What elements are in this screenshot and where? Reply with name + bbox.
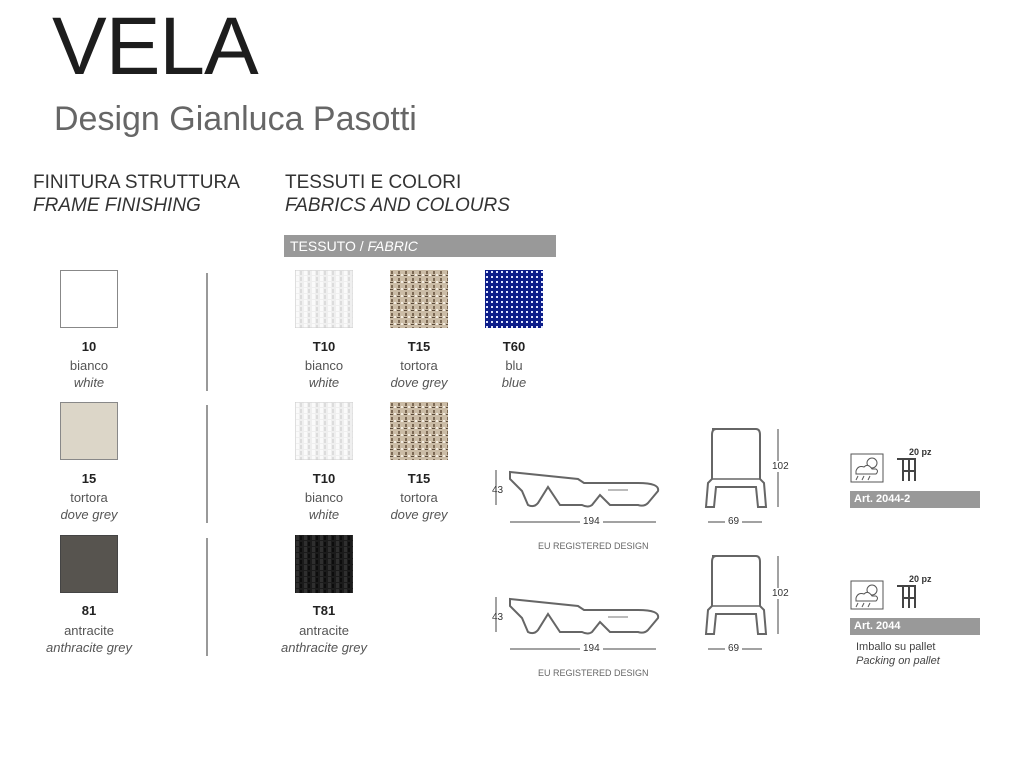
side-height-label: 43 [492, 485, 504, 496]
fabric-name-en: white [308, 375, 340, 390]
frame-swatch-81 [60, 535, 118, 593]
stackable-icon [895, 453, 921, 483]
frame-swatch-10 [60, 270, 118, 328]
fabric-name-en: dove grey [390, 375, 448, 390]
lounger-front-view-drawing [700, 552, 800, 654]
fabric-name-it: tortora [400, 490, 438, 505]
fabric-code: T10 [312, 471, 336, 486]
frame-name-it: tortora [70, 490, 108, 505]
fabric-name-it: tortora [400, 358, 438, 373]
lounger-front-view-drawing [700, 425, 800, 527]
row-divider [206, 273, 208, 391]
row-divider [206, 538, 208, 656]
weather-resistant-icon [850, 453, 884, 483]
length-label: 194 [580, 516, 603, 527]
frame-name-en: dove grey [60, 507, 118, 522]
article-code-bar: Art. 2044-2 [850, 491, 980, 508]
frame-name-it: bianco [69, 358, 109, 373]
packing-note-en: Packing on pallet [856, 655, 940, 667]
fabric-section-title-en: FABRICS AND COLOURS [285, 195, 510, 216]
stack-quantity: 20 pz [909, 574, 932, 584]
fabric-bar-label-en: FABRIC [367, 238, 418, 254]
frame-swatch-color [60, 402, 118, 460]
width-label: 69 [725, 516, 742, 527]
designer-subtitle: Design Gianluca Pasotti [54, 100, 417, 138]
weather-resistant-icon [850, 580, 884, 610]
fabric-bar-label-it: TESSUTO / [290, 238, 364, 254]
length-label: 194 [580, 643, 603, 654]
fabric-name-it: bianco [304, 358, 344, 373]
width-label: 69 [725, 643, 742, 654]
fabric-code: T60 [502, 339, 526, 354]
front-height-label: 102 [772, 588, 789, 599]
product-title: VELA [52, 1, 258, 92]
frame-name-it: antracite [64, 623, 114, 638]
fabric-code: T10 [312, 339, 336, 354]
fabric-code: T15 [407, 339, 431, 354]
row-divider [206, 405, 208, 523]
fabric-swatch-t15 [390, 270, 448, 328]
fabric-swatch-t10 [295, 270, 353, 328]
frame-name-en: white [73, 375, 105, 390]
registered-design-note: EU REGISTERED DESIGN [538, 541, 649, 551]
fabric-code: T15 [407, 471, 431, 486]
fabric-swatch-t60 [485, 270, 543, 328]
fabric-swatch-t81 [295, 535, 353, 593]
fabric-name-en: dove grey [390, 507, 448, 522]
fabric-code: T81 [312, 603, 336, 618]
article-code-bar: Art. 2044 [850, 618, 980, 635]
frame-code: 10 [81, 339, 97, 354]
fabric-header-bar [284, 235, 556, 257]
frame-swatch-15 [60, 402, 118, 460]
fabric-name-en: white [308, 507, 340, 522]
fabric-section-title-it: TESSUTI E COLORI [285, 172, 462, 193]
fabric-name-en: blue [501, 375, 527, 390]
fabric-name-en: anthracite grey [281, 640, 367, 655]
front-height-label: 102 [772, 461, 789, 472]
frame-section-title-it: FINITURA STRUTTURA [33, 172, 240, 193]
frame-code: 81 [81, 603, 97, 618]
stack-quantity: 20 pz [909, 447, 932, 457]
fabric-name-it: antracite [299, 623, 349, 638]
fabric-name-it: bianco [304, 490, 344, 505]
lounger-side-view-drawing [488, 465, 668, 527]
side-height-label: 43 [492, 612, 504, 623]
fabric-swatch-t15 [390, 402, 448, 460]
packing-note-it: Imballo su pallet [856, 641, 936, 653]
fabric-swatch-t10 [295, 402, 353, 460]
lounger-side-view-drawing [488, 592, 668, 654]
frame-name-en: anthracite grey [46, 640, 132, 655]
fabric-name-it: blu [505, 358, 523, 373]
frame-swatch-color [60, 270, 118, 328]
registered-design-note: EU REGISTERED DESIGN [538, 668, 649, 678]
frame-code: 15 [81, 471, 97, 486]
stackable-icon [895, 580, 921, 610]
frame-section-title-en: FRAME FINISHING [33, 195, 201, 216]
frame-swatch-color [60, 535, 118, 593]
